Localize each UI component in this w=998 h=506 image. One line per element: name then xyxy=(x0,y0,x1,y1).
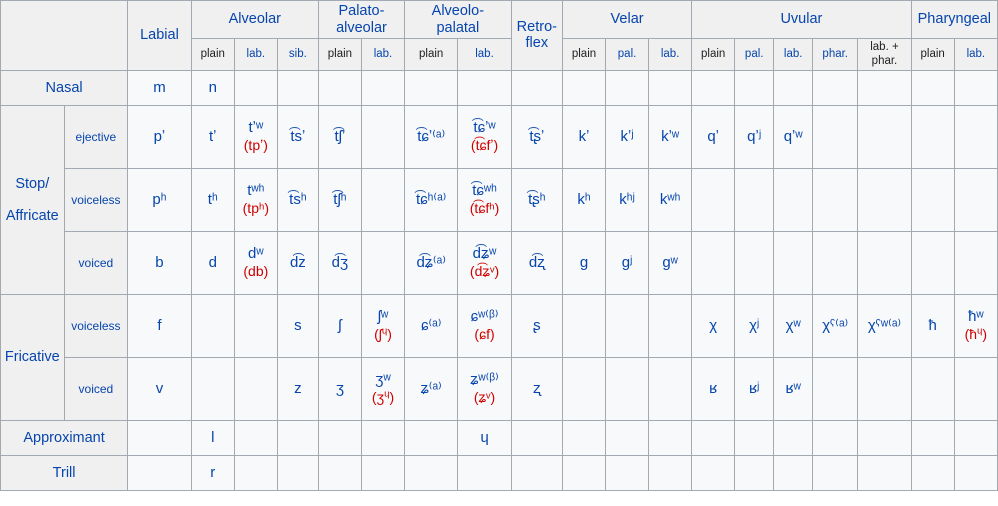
cell-trill-uvular-lab-phar xyxy=(858,455,911,490)
table-row-nasal xyxy=(1,70,998,105)
cell-approximant-palato-alveolar-lab xyxy=(361,420,404,455)
col-group-uvular: Uvular xyxy=(692,1,911,39)
row-label-approximant: Approximant xyxy=(1,420,128,455)
cell-fricvoiced-uvular-lab: ʁʷ xyxy=(774,357,813,420)
col-uvular-plain: plain xyxy=(692,39,735,70)
col-group-palato-alveolar-line1: Palato- xyxy=(338,3,385,19)
cell-approximant-velar-plain xyxy=(562,420,605,455)
cell-stopvoiced-labial: b xyxy=(128,231,192,294)
cell-nasal-pharyngeal-lab xyxy=(954,70,997,105)
cell-ejective-alveolo-palatal-lab: t͡ɕʼʷ (t͡ɕfʼ) xyxy=(458,105,511,168)
cell-trill-alveolar-lab xyxy=(234,455,277,490)
cell-trill-uvular-pal xyxy=(735,455,774,490)
cell-fricvoiceless-labial: f xyxy=(128,294,192,357)
cell-trill-velar-plain xyxy=(562,455,605,490)
cell-nasal-velar-pal xyxy=(606,70,649,105)
cell-ejective-labial: pʼ xyxy=(128,105,192,168)
row-label-stop-affricate xyxy=(1,105,65,294)
cell-ejective-velar-pal: kʼʲ xyxy=(606,105,649,168)
cell-stopvoiceless-alveolo-palatal-plain: t͡ɕʰ⁽ᵃ⁾ xyxy=(405,168,458,231)
cell-stopvoiced-alveolo-palatal-plain: d͡ʑ⁽ᵃ⁾ xyxy=(405,231,458,294)
cell-ejective-pharyngeal-lab xyxy=(954,105,997,168)
cell-stopvoiced-palato-alveolar-plain: d͡ʒ xyxy=(318,231,361,294)
col-uvular-pal: pal. xyxy=(735,39,774,70)
cell-fricvoiceless-palato-alveolar-lab: ʃʷ (ʃᶣ) xyxy=(361,294,404,357)
cell-ejective-pharyngeal-plain xyxy=(911,105,954,168)
table-row-fricative-voiceless xyxy=(1,294,998,357)
cell-fricvoiced-uvular-phar xyxy=(813,357,858,420)
cell-fricvoiced-retroflex: ʐ xyxy=(511,357,562,420)
col-group-alveolo-palatal-line1: Alveolo- xyxy=(431,3,485,19)
col-velar-plain: plain xyxy=(562,39,605,70)
cell-ejective-retroflex: t͡ʂʼ xyxy=(511,105,562,168)
cell-stopvoiced-uvular-lab-phar xyxy=(858,231,911,294)
col-alveolo-palatal-lab: lab. xyxy=(458,39,511,70)
cell-stopvoiced-alveolar-plain: d xyxy=(191,231,234,294)
row-label-stop-line1: Stop/ xyxy=(15,175,50,192)
cell-trill-alveolo-palatal-lab xyxy=(458,455,511,490)
cell-stopvoiceless-pharyngeal-lab xyxy=(954,168,997,231)
cell-fricvoiceless-pharyngeal-lab: ħʷ (ħᶣ) xyxy=(954,294,997,357)
cell-fricvoiceless-pharyngeal-plain: ħ xyxy=(911,294,954,357)
col-group-palato-alveolar xyxy=(318,1,404,39)
cell-fricvoiced-uvular-lab-phar xyxy=(858,357,911,420)
cell-fricvoiced-alveolar-lab xyxy=(234,357,277,420)
cell-fricvoiced-alveolar-sib: z xyxy=(277,357,318,420)
col-group-alveolar: Alveolar xyxy=(191,1,318,39)
cell-fricvoiced-pharyngeal-plain xyxy=(911,357,954,420)
col-alveolar-plain: plain xyxy=(191,39,234,70)
cell-fricvoiced-palato-alveolar-lab: ʒʷ (ʒᶣ) xyxy=(361,357,404,420)
cell-trill-alveolar-plain: r xyxy=(191,455,234,490)
cell-fricvoiced-alveolo-palatal-plain: ʑ⁽ᵃ⁾ xyxy=(405,357,458,420)
cell-nasal-retroflex xyxy=(511,70,562,105)
table-row-approximant xyxy=(1,420,998,455)
cell-trill-uvular-phar xyxy=(813,455,858,490)
cell-fricvoiceless-alveolar-lab xyxy=(234,294,277,357)
cell-ejective-uvular-pal: qʼʲ xyxy=(735,105,774,168)
col-group-alveolo-palatal xyxy=(405,1,512,39)
cell-stopvoiced-pharyngeal-plain xyxy=(911,231,954,294)
cell-ejective-velar-plain: kʼ xyxy=(562,105,605,168)
cell-ejective-alveolar-plain: tʼ xyxy=(191,105,234,168)
cell-fricvoiceless-uvular-pal: χʲ xyxy=(735,294,774,357)
col-uvular-lab-phar xyxy=(858,39,911,70)
cell-stopvoiceless-velar-pal: kʰʲ xyxy=(606,168,649,231)
cell-nasal-velar-lab xyxy=(649,70,692,105)
cell-approximant-alveolar-lab xyxy=(234,420,277,455)
cell-fricvoiceless-alveolar-plain xyxy=(191,294,234,357)
cell-fricvoiceless-uvular-lab-phar: χˤʷ⁽ᵃ⁾ xyxy=(858,294,911,357)
cell-stopvoiced-pharyngeal-lab xyxy=(954,231,997,294)
cell-stopvoiceless-velar-lab: kʷʰ xyxy=(649,168,692,231)
row-label-stop-voiceless: voiceless xyxy=(64,168,128,231)
cell-stopvoiced-retroflex: d͡ʐ xyxy=(511,231,562,294)
cell-nasal-alveolar-plain: n xyxy=(191,70,234,105)
col-pharyngeal-lab: lab. xyxy=(954,39,997,70)
cell-ejective-palato-alveolar-lab xyxy=(361,105,404,168)
cell-fricvoiced-uvular-plain: ʁ xyxy=(692,357,735,420)
col-group-retroflex-line1: Retro- xyxy=(516,18,557,35)
cell-approximant-uvular-lab xyxy=(774,420,813,455)
cell-stopvoiceless-alveolar-plain: tʰ xyxy=(191,168,234,231)
cell-fricvoiceless-uvular-phar: χˤ⁽ᵃ⁾ xyxy=(813,294,858,357)
cell-stopvoiceless-uvular-phar xyxy=(813,168,858,231)
cell-fricvoiceless-alveolo-palatal-lab: ɕʷ⁽ᵝ⁾ (ɕf) xyxy=(458,294,511,357)
cell-stopvoiceless-uvular-plain xyxy=(692,168,735,231)
cell-approximant-labial xyxy=(128,420,192,455)
cell-trill-uvular-lab xyxy=(774,455,813,490)
cell-stopvoiced-palato-alveolar-lab xyxy=(361,231,404,294)
cell-stopvoiceless-palato-alveolar-lab xyxy=(361,168,404,231)
col-group-alveolo-palatal-line2: palatal xyxy=(436,19,480,36)
cell-trill-velar-pal xyxy=(606,455,649,490)
row-label-trill: Trill xyxy=(1,455,128,490)
cell-fricvoiced-velar-plain xyxy=(562,357,605,420)
cell-stopvoiceless-alveolo-palatal-lab: t͡ɕʷʰ (t͡ɕfʰ) xyxy=(458,168,511,231)
row-label-nasal: Nasal xyxy=(1,70,128,105)
col-uvular-lab: lab. xyxy=(774,39,813,70)
cell-fricvoiceless-uvular-plain: χ xyxy=(692,294,735,357)
cell-approximant-uvular-plain xyxy=(692,420,735,455)
table-row-trill xyxy=(1,455,998,490)
cell-fricvoiced-velar-lab xyxy=(649,357,692,420)
cell-fricvoiceless-velar-pal xyxy=(606,294,649,357)
cell-stopvoiceless-uvular-lab-phar xyxy=(858,168,911,231)
cell-ejective-palato-alveolar-plain: t͡ʃʼ xyxy=(318,105,361,168)
cell-fricvoiced-alveolo-palatal-lab: ʑʷ⁽ᵝ⁾ (ʑᵛ) xyxy=(458,357,511,420)
cell-fricvoiceless-alveolo-palatal-plain: ɕ⁽ᵃ⁾ xyxy=(405,294,458,357)
cell-stopvoiceless-labial: pʰ xyxy=(128,168,192,231)
cell-fricvoiced-uvular-pal: ʁʲ xyxy=(735,357,774,420)
cell-nasal-pharyngeal-plain xyxy=(911,70,954,105)
cell-stopvoiceless-uvular-lab xyxy=(774,168,813,231)
header-row-major xyxy=(1,1,998,39)
col-group-pharyngeal: Pharyngeal xyxy=(911,1,997,39)
cell-fricvoiced-labial: v xyxy=(128,357,192,420)
cell-stopvoiceless-retroflex: t͡ʂʰ xyxy=(511,168,562,231)
cell-nasal-labial: m xyxy=(128,70,192,105)
cell-ejective-uvular-lab-phar xyxy=(858,105,911,168)
cell-approximant-alveolo-palatal-lab: ɥ xyxy=(458,420,511,455)
col-uvular-phar: phar. xyxy=(813,39,858,70)
cell-stopvoiceless-alveolar-lab: tʷʰ (tpʰ) xyxy=(234,168,277,231)
cell-fricvoiceless-velar-lab xyxy=(649,294,692,357)
cell-stopvoiced-uvular-pal xyxy=(735,231,774,294)
cell-ejective-alveolar-lab: tʼʷ (tpʼ) xyxy=(234,105,277,168)
cell-trill-palato-alveolar-plain xyxy=(318,455,361,490)
cell-ejective-velar-lab: kʼʷ xyxy=(649,105,692,168)
cell-trill-palato-alveolar-lab xyxy=(361,455,404,490)
cell-approximant-uvular-lab-phar xyxy=(858,420,911,455)
col-uvular-lab-phar-line1: lab. + xyxy=(870,41,899,54)
table-row-stop-voiced xyxy=(1,231,998,294)
cell-ejective-alveolo-palatal-plain: t͡ɕʼ⁽ᵃ⁾ xyxy=(405,105,458,168)
col-pharyngeal-plain: plain xyxy=(911,39,954,70)
cell-approximant-velar-lab xyxy=(649,420,692,455)
cell-nasal-alveolo-palatal-plain xyxy=(405,70,458,105)
cell-nasal-velar-plain xyxy=(562,70,605,105)
col-group-velar: Velar xyxy=(562,1,691,39)
cell-fricvoiceless-alveolar-sib: s xyxy=(277,294,318,357)
cell-stopvoiceless-uvular-pal xyxy=(735,168,774,231)
cell-trill-pharyngeal-plain xyxy=(911,455,954,490)
cell-stopvoiced-velar-plain: g xyxy=(562,231,605,294)
col-group-retroflex-line2: flex xyxy=(525,35,549,52)
row-label-stop-line2: Affricate xyxy=(5,207,59,224)
row-label-fricative: Fricative xyxy=(1,294,65,420)
table-row-ejective xyxy=(1,105,998,168)
cell-stopvoiced-uvular-phar xyxy=(813,231,858,294)
col-velar-pal: pal. xyxy=(606,39,649,70)
cell-stopvoiceless-palato-alveolar-plain: t͡ʃʰ xyxy=(318,168,361,231)
cell-approximant-velar-pal xyxy=(606,420,649,455)
table-row-fricative-voiced xyxy=(1,357,998,420)
cell-approximant-alveolar-sib xyxy=(277,420,318,455)
col-uvular-lab-phar-line2: phar. xyxy=(871,54,898,67)
cell-fricvoiced-alveolar-plain xyxy=(191,357,234,420)
col-group-labial: Labial xyxy=(128,1,192,71)
cell-ejective-uvular-lab: qʼʷ xyxy=(774,105,813,168)
cell-approximant-pharyngeal-lab xyxy=(954,420,997,455)
col-alveolar-sib: sib. xyxy=(277,39,318,70)
col-palato-alveolar-lab: lab. xyxy=(361,39,404,70)
cell-fricvoiced-velar-pal xyxy=(606,357,649,420)
col-group-retroflex xyxy=(511,1,562,71)
cell-nasal-uvular-lab xyxy=(774,70,813,105)
col-alveolar-lab: lab. xyxy=(234,39,277,70)
col-group-palato-alveolar-line2: alveolar xyxy=(336,19,387,36)
table-row-stop-voiceless xyxy=(1,168,998,231)
cell-trill-uvular-plain xyxy=(692,455,735,490)
cell-ejective-uvular-phar xyxy=(813,105,858,168)
cell-approximant-palato-alveolar-plain xyxy=(318,420,361,455)
cell-trill-alveolar-sib xyxy=(277,455,318,490)
cell-stopvoiced-uvular-lab xyxy=(774,231,813,294)
cell-ejective-uvular-plain: qʼ xyxy=(692,105,735,168)
row-label-fricative-voiceless: voiceless xyxy=(64,294,128,357)
col-palato-alveolar-plain: plain xyxy=(318,39,361,70)
cell-stopvoiced-alveolo-palatal-lab: d͡ʑʷ (d͡ʑᵛ) xyxy=(458,231,511,294)
cell-nasal-alveolar-sib xyxy=(277,70,318,105)
cell-fricvoiceless-uvular-lab: χʷ xyxy=(774,294,813,357)
cell-stopvoiceless-pharyngeal-plain xyxy=(911,168,954,231)
cell-stopvoiced-velar-pal: gʲ xyxy=(606,231,649,294)
cell-nasal-alveolar-lab xyxy=(234,70,277,105)
cell-nasal-palato-alveolar-lab xyxy=(361,70,404,105)
cell-stopvoiced-alveolar-sib: d͡z xyxy=(277,231,318,294)
cell-trill-pharyngeal-lab xyxy=(954,455,997,490)
cell-approximant-uvular-phar xyxy=(813,420,858,455)
cell-nasal-uvular-pal xyxy=(735,70,774,105)
col-velar-lab: lab. xyxy=(649,39,692,70)
cell-approximant-pharyngeal-plain xyxy=(911,420,954,455)
cell-trill-labial xyxy=(128,455,192,490)
cell-approximant-alveolo-palatal-plain xyxy=(405,420,458,455)
cell-fricvoiceless-velar-plain xyxy=(562,294,605,357)
cell-nasal-palato-alveolar-plain xyxy=(318,70,361,105)
row-label-fricative-voiced: voiced xyxy=(64,357,128,420)
cell-stopvoiced-velar-lab: gʷ xyxy=(649,231,692,294)
cell-fricvoiceless-retroflex: ʂ xyxy=(511,294,562,357)
row-label-stop-voiced: voiced xyxy=(64,231,128,294)
cell-nasal-uvular-lab-phar xyxy=(858,70,911,105)
cell-stopvoiced-uvular-plain xyxy=(692,231,735,294)
col-alveolo-palatal-plain: plain xyxy=(405,39,458,70)
row-label-ejective: ejective xyxy=(64,105,128,168)
cell-nasal-alveolo-palatal-lab xyxy=(458,70,511,105)
cell-nasal-uvular-plain xyxy=(692,70,735,105)
cell-approximant-retroflex xyxy=(511,420,562,455)
cell-trill-velar-lab xyxy=(649,455,692,490)
cell-approximant-uvular-pal xyxy=(735,420,774,455)
cell-ejective-alveolar-sib: t͡sʼ xyxy=(277,105,318,168)
cell-trill-alveolo-palatal-plain xyxy=(405,455,458,490)
cell-nasal-uvular-phar xyxy=(813,70,858,105)
cell-fricvoiceless-palato-alveolar-plain: ʃ xyxy=(318,294,361,357)
cell-fricvoiced-palato-alveolar-plain: ʒ xyxy=(318,357,361,420)
cell-stopvoiceless-alveolar-sib: t͡sʰ xyxy=(277,168,318,231)
cell-approximant-alveolar-plain: l xyxy=(191,420,234,455)
cell-stopvoiced-alveolar-lab: dʷ (db) xyxy=(234,231,277,294)
cell-fricvoiced-pharyngeal-lab xyxy=(954,357,997,420)
cell-trill-retroflex xyxy=(511,455,562,490)
table-corner xyxy=(1,1,128,71)
cell-stopvoiceless-velar-plain: kʰ xyxy=(562,168,605,231)
